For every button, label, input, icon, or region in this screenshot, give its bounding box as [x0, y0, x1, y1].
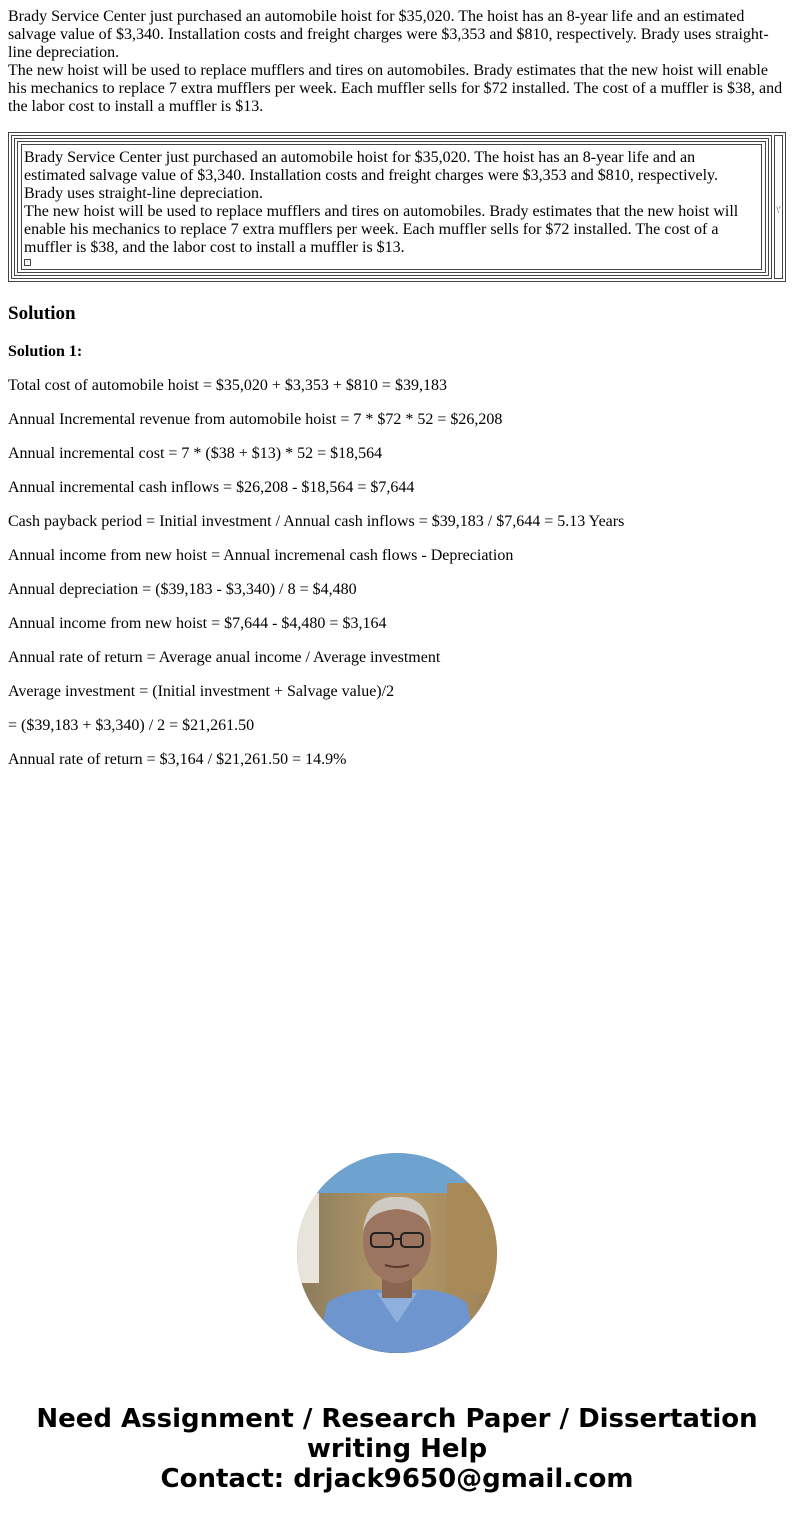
promo-contact: Contact: drjack9650@gmail.com — [160, 1464, 634, 1494]
avatar — [297, 1153, 497, 1353]
problem-statement — [8, 8, 786, 116]
problem-paragraph-1: Brady Service Center just purchased an automobile hoist for $35,020. The hoist has an 8-year life and an estimated salvage value of $3,340. Installation costs and freight charges were $3,353 and $810, respectively. Brady uses straight-line depreciation. — [8, 8, 769, 61]
solution-line: Annual rate of return = $3,164 / $21,261.50 = 14.9% — [8, 751, 347, 768]
solution-heading: Solution — [8, 303, 76, 324]
promo-line-1: Need Assignment / Research Paper / Dissertation — [36, 1404, 758, 1434]
question-text-box — [21, 144, 762, 270]
solution-line: = ($39,183 + $3,340) / 2 = $21,261.50 — [8, 717, 255, 734]
side-cell — [774, 135, 783, 279]
solution-line: Cash payback period = Initial investment / Annual cash inflows = $39,183 / $7,644 = 5.13 Years — [8, 513, 625, 530]
solution-line: Annual incremental cost = 7 * ($38 + $13) * 52 = $18,564 — [8, 445, 383, 462]
solution-line: Annual Incremental revenue from automobile hoist = 7 * $72 * 52 = $26,208 — [8, 411, 503, 428]
solution-line: Average investment = (Initial investment + Salvage value)/2 — [8, 683, 395, 700]
boxed-paragraph-2: The new hoist will be used to replace mufflers and tires on automobiles. Brady estimates that the new hoist will enable his mechanics to replace 7 extra mufflers per week. Each muffler sells for $72 installed. The cost of a muffler is $38, and the labor cost to install a muffler is $13. — [24, 203, 739, 256]
person-photo-icon — [297, 1153, 497, 1353]
solution-steps — [8, 377, 786, 769]
promo-line-2: writing Help — [306, 1434, 488, 1464]
solution-line: Annual rate of return = Average anual income / Average investment — [8, 649, 441, 666]
boxed-paragraph-1: Brady Service Center just purchased an automobile hoist for $35,020. The hoist has an 8-year life and an estimated salvage value of $3,340. Installation costs and freight charges were $3,353 and $810, respectively. Brady uses straight-line depreciation. — [24, 149, 719, 202]
solution-subheading: Solution 1: — [8, 343, 83, 360]
solution-line: Total cost of automobile hoist = $35,020 + $3,353 + $810 = $39,183 — [8, 377, 447, 394]
solution-line: Annual incremental cash inflows = $26,208 - $18,564 = $7,644 — [8, 479, 415, 496]
side-glyph: \' — [776, 205, 781, 215]
question-inner-frame — [17, 141, 766, 273]
solution-line: Annual income from new hoist = $7,644 - $4,480 = $3,164 — [8, 615, 387, 632]
broken-image-icon: · — [24, 259, 31, 266]
promo-banner — [0, 1404, 794, 1494]
solution-line: Annual income from new hoist = Annual incremenal cash flows - Depreciation — [8, 547, 514, 564]
question-cell — [11, 135, 772, 279]
problem-paragraph-2: The new hoist will be used to replace mufflers and tires on automobiles. Brady estimates that the new hoist will enable his mechanics to replace 7 extra mufflers per week. Each muffler sells for $72 installed. The cost of a muffler is $38, and the labor cost to install a muffler is $13. — [8, 62, 783, 115]
question-table — [8, 132, 786, 282]
question-frame — [14, 138, 769, 276]
solution-line: Annual depreciation = ($39,183 - $3,340) / 8 = $4,480 — [8, 581, 357, 598]
